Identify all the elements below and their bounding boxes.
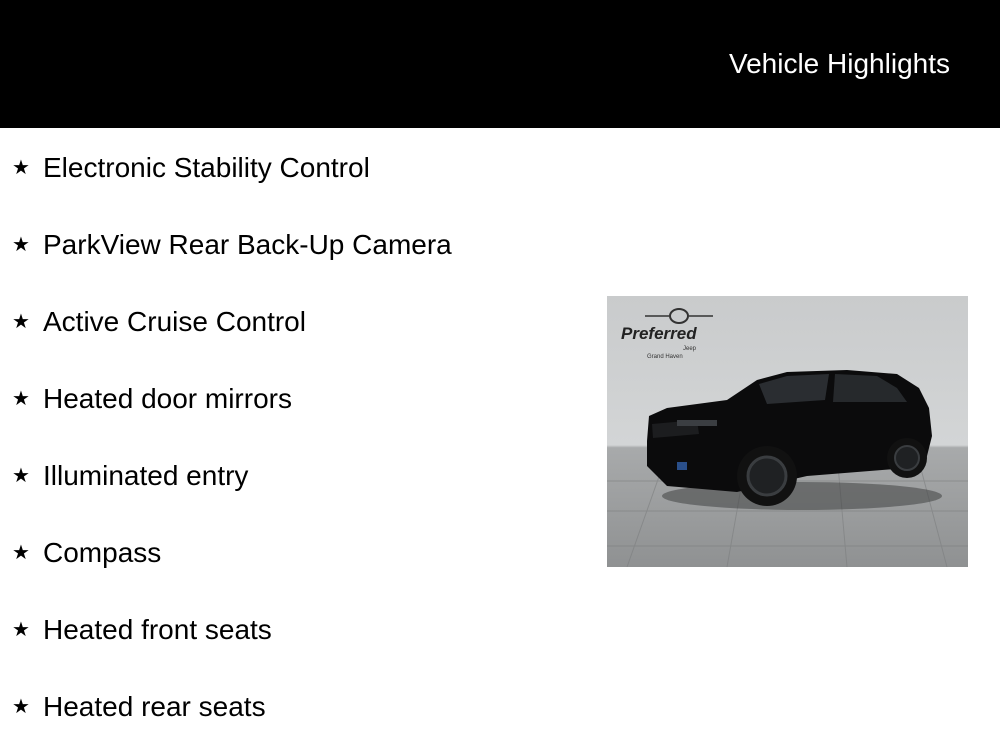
page-title: Vehicle Highlights (728, 48, 950, 79)
star-icon: ★ (12, 388, 30, 410)
vehicle-photo (607, 296, 968, 567)
list-item (0, 687, 600, 727)
vehicle-illustration (607, 296, 968, 567)
list-item (0, 302, 600, 342)
feature-label: Heated front seats (43, 614, 272, 645)
list-item (0, 225, 600, 265)
feature-label: Heated rear seats (43, 691, 266, 722)
star-icon: ★ (12, 465, 30, 487)
logo-subtext: Jeep (683, 346, 697, 352)
feature-label: Electronic Stability Control (43, 152, 370, 183)
feature-label: Heated door mirrors (43, 383, 292, 414)
star-icon: ★ (12, 696, 30, 718)
feature-label: Active Cruise Control (43, 306, 306, 337)
list-item (0, 456, 600, 496)
logo-location: Grand Haven (647, 354, 683, 360)
feature-label: Compass (43, 537, 162, 568)
logo-text: Preferred (621, 324, 697, 343)
list-item (0, 610, 600, 650)
star-icon: ★ (12, 157, 30, 179)
feature-label: Illuminated entry (43, 460, 249, 491)
dealer-logo (621, 309, 713, 360)
header-bar (0, 0, 1000, 128)
star-icon: ★ (12, 234, 30, 256)
list-item (0, 379, 600, 419)
list-item (0, 533, 600, 573)
star-icon: ★ (12, 311, 30, 333)
star-icon: ★ (12, 542, 30, 564)
star-icon: ★ (12, 619, 30, 641)
list-item (0, 148, 600, 188)
feature-label: ParkView Rear Back-Up Camera (43, 229, 452, 260)
